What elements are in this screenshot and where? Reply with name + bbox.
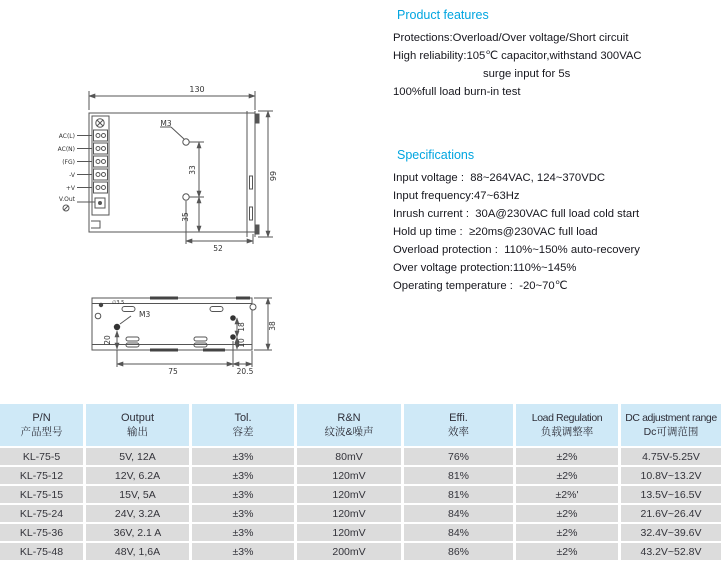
table-row	[0, 448, 721, 465]
terminal-labels	[58, 133, 76, 203]
dim-label-33: 33	[188, 165, 197, 175]
table-cell: 43.2V~52.8V	[621, 543, 721, 560]
table-cell: ±3%	[192, 467, 294, 484]
m3-label-top: M3	[160, 119, 172, 128]
table-cell: 32.4V~39.6V	[621, 524, 721, 541]
feature-line-surge: surge input for 5s	[483, 68, 571, 80]
column-header: Effi. 效率	[404, 404, 513, 446]
table-cell: ±3%	[192, 543, 294, 560]
table-cell: 76%	[404, 448, 513, 465]
feature-line-reliability: High reliability:105℃ capacitor,withstand 300VAC	[393, 50, 642, 62]
spec-line-holdup-time: Hold up time : ≥20ms@230VAC full load	[393, 226, 598, 238]
dim-label-99: 99	[269, 170, 278, 182]
table-cell: 80mV	[297, 448, 401, 465]
table-row	[0, 467, 721, 484]
table-cell: 84%	[404, 524, 513, 541]
table-cell: KL-75-24	[0, 505, 83, 522]
table-header-row	[0, 404, 721, 446]
model-spec-table	[0, 402, 721, 562]
table-cell: KL-75-15	[0, 486, 83, 503]
table-cell: 86%	[404, 543, 513, 560]
terminal-label-vout: V.Out	[58, 196, 75, 203]
table-cell: ±2%	[516, 467, 618, 484]
table-cell: 15V, 5A	[86, 486, 189, 503]
table-cell: 120mV	[297, 524, 401, 541]
table-cell: ±3%	[192, 486, 294, 503]
dim-label-38: 38	[268, 321, 277, 331]
table-cell: 13.5V~16.5V	[621, 486, 721, 503]
dim-label-52: 52	[213, 244, 223, 253]
table-cell: 81%	[404, 486, 513, 503]
top-view	[63, 91, 273, 244]
terminal-label-minusv: -V	[69, 172, 75, 179]
table-cell: 200mV	[297, 543, 401, 560]
terminal-label-acn: AC(N)	[57, 146, 75, 153]
table-cell: 84%	[404, 505, 513, 522]
dim-label-20-5: 20.5	[236, 367, 254, 376]
table-cell: 12V, 6.2A	[86, 467, 189, 484]
table-row	[0, 543, 721, 560]
table-cell: 120mV	[297, 486, 401, 503]
table-cell: 120mV	[297, 505, 401, 522]
column-header: R&N 纹波&噪声	[297, 404, 401, 446]
column-header: Tol. 容差	[192, 404, 294, 446]
terminal-label-acl: AC(L)	[58, 133, 75, 140]
spec-line-overvoltage-protection: Over voltage protection:110%~145%	[393, 262, 577, 274]
spec-line-input-voltage: Input voltage : 88~264VAC, 124~370VDC	[393, 172, 606, 184]
table-cell: ±3%	[192, 505, 294, 522]
terminal-label-fg: (FG)	[62, 159, 75, 166]
table-cell: KL-75-12	[0, 467, 83, 484]
m3-label-bottom: M3	[139, 310, 151, 319]
dim-label-18: 18	[237, 322, 246, 332]
table-row	[0, 486, 721, 503]
table-cell: ±2%	[516, 505, 618, 522]
table-cell: 81%	[404, 467, 513, 484]
table-cell: ±2%	[516, 543, 618, 560]
dim-label-130: 130	[189, 85, 205, 94]
specifications-title: Specifications	[397, 148, 475, 162]
table-body	[0, 448, 721, 560]
table-cell: 21.6V~26.4V	[621, 505, 721, 522]
table-cell: KL-75-36	[0, 524, 83, 541]
table-cell: 24V, 3.2A	[86, 505, 189, 522]
table-cell: 4.75V-5.25V	[621, 448, 721, 465]
table-row	[0, 524, 721, 541]
dim-label-10: 10	[237, 338, 246, 348]
hole-dia-label: ∅3.5	[112, 300, 125, 306]
feature-line-burnin: 100%full load burn-in test	[393, 86, 521, 98]
feature-line-protections: Protections:Overload/Over voltage/Short circuit	[393, 32, 629, 44]
column-header: DC adjustment range Dc可调范围	[621, 404, 721, 446]
table-cell: 10.8V~13.2V	[621, 467, 721, 484]
table-cell: 120mV	[297, 467, 401, 484]
table-cell: ±2%	[516, 448, 618, 465]
table-cell: 36V, 2.1 A	[86, 524, 189, 541]
table-cell: 48V, 1,6A	[86, 543, 189, 560]
table-cell: 5V, 12A	[86, 448, 189, 465]
table-cell: KL-75-48	[0, 543, 83, 560]
table-cell: ±3%	[192, 448, 294, 465]
table-cell: KL-75-5	[0, 448, 83, 465]
dim-label-20: 20	[103, 335, 112, 345]
column-header: Load Regulation 负载调整率	[516, 404, 618, 446]
table-row	[0, 505, 721, 522]
product-features-title: Product features	[397, 8, 489, 22]
dim-label-35: 35	[181, 212, 190, 222]
dim-label-75: 75	[168, 367, 178, 376]
column-header: Output 输出	[86, 404, 189, 446]
product-features-section	[393, 8, 721, 101]
spec-line-overload-protection: Overload protection : 110%~150% auto-recovery	[393, 244, 640, 256]
terminal-label-plusv: +V	[65, 185, 75, 192]
table-cell: ±2%'	[516, 486, 618, 503]
dimension-drawing	[0, 0, 340, 400]
table-cell: ±3%	[192, 524, 294, 541]
spec-line-operating-temperature: Operating temperature : -20~70℃	[393, 280, 568, 292]
table-cell: ±2%	[516, 524, 618, 541]
spec-line-inrush-current: Inrush current : 30A@230VAC full load cold start	[393, 208, 640, 220]
column-header: P/N 产品型号	[0, 404, 83, 446]
specifications-section	[393, 148, 721, 295]
spec-line-input-frequency: Input frequency:47~63Hz	[393, 190, 520, 202]
